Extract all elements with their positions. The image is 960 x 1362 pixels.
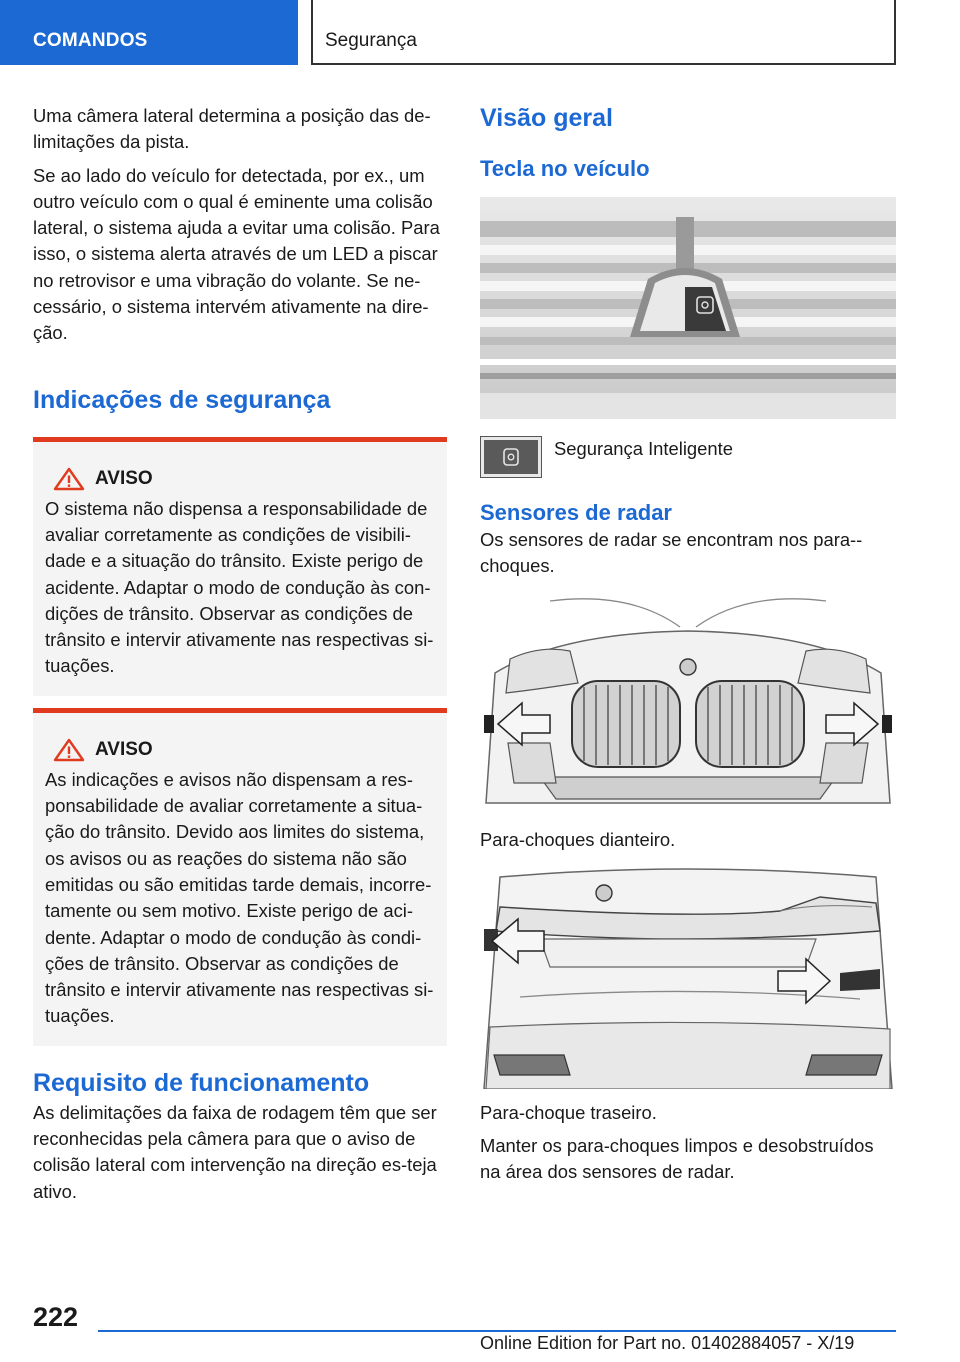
- section-tab: [0, 0, 298, 65]
- button-label: Segurança Inteligente: [554, 438, 733, 459]
- footer-divider: [98, 1330, 896, 1332]
- warning-title: AVISO: [95, 467, 153, 489]
- right-column: [480, 103, 896, 1193]
- front-bumper-illustration: [480, 593, 896, 815]
- warning-text: As indicações e avisos não dispensam a res-ponsabilidade de avaliar corretamente a situa-ção do trânsito. Devido aos limites do sistema, os avisos ou as reações do sistema não são emitidas ou são emitidas tarde demais, incorre-tamente ou sem motivo. Existe perigo de aci-dente. Adaptar o modo de condução às condi-ções de trânsito. Observar as condições de trânsito e intervir ativamente nas respectivas si-tuações.: [45, 768, 434, 1027]
- warning-text: O sistema não dispensa a responsabilidade de avaliar corretamente as condições de visibili-dade e a situação do trânsito. Existe perigo de acidente. Adaptar o modo de condução às con-dições de trânsito. Observar as condições de trânsito e intervir ativamente nas respectivas si-tuações.: [45, 497, 434, 677]
- keep-clean-note: Manter os para-choques limpos e desobstruídos na área dos sensores de radar.: [480, 1135, 874, 1183]
- overview-heading: Visão geral: [480, 104, 613, 132]
- edition-note: Online Edition for Part no. 01402884057 - X/19: [480, 1333, 855, 1353]
- requirement-text: As delimitações da faixa de rodagem têm que ser reconhecidas pela câmera para que o aviso de colisão lateral com intervenção na direção es-teja ativo.: [33, 1101, 437, 1202]
- left-column: [33, 103, 447, 1212]
- chapter-title: Segurança: [325, 30, 417, 51]
- warning-triangle-icon: [51, 467, 87, 491]
- requirement-heading: Requisito de funcionamento: [33, 1068, 370, 1097]
- warning-box-2: [33, 708, 447, 1046]
- warning-title: AVISO: [95, 738, 153, 760]
- radar-heading: Sensores de radar: [480, 500, 672, 525]
- button-label-row: [480, 436, 896, 488]
- page-number: 222: [33, 1302, 79, 1332]
- button-heading: Tecla no veículo: [480, 156, 650, 181]
- intro-paragraph-1: Uma câmera lateral determina a posição das de-limitações da pista.: [33, 105, 431, 153]
- warning-box-1: [33, 437, 447, 696]
- warning-triangle-icon: [51, 738, 87, 762]
- section-title: COMANDOS: [33, 30, 148, 51]
- rear-bumper-illustration: [480, 867, 896, 1089]
- safety-heading: Indicações de segurança: [33, 385, 331, 414]
- intro-paragraph-2: Se ao lado do veículo for detectada, por ex., um outro veículo com o qual é eminente uma colisão lateral, o sistema ajuda a evitar uma colisão. Para isso, o sistema alerta através de um LED a piscar no retrovisor e uma vibração do volante. Se ne-cessário, o sistema intervém ativamente na dire-ção.: [33, 164, 440, 344]
- rear-caption: Para-choque traseiro.: [480, 1101, 657, 1123]
- radar-text: Os sensores de radar se encontram nos para--choques.: [480, 529, 863, 577]
- chapter-tab: [311, 0, 896, 65]
- front-caption: Para-choques dianteiro.: [480, 828, 676, 850]
- intelligent-safety-button-icon: [480, 436, 542, 478]
- vehicle-button-photo: [480, 197, 896, 419]
